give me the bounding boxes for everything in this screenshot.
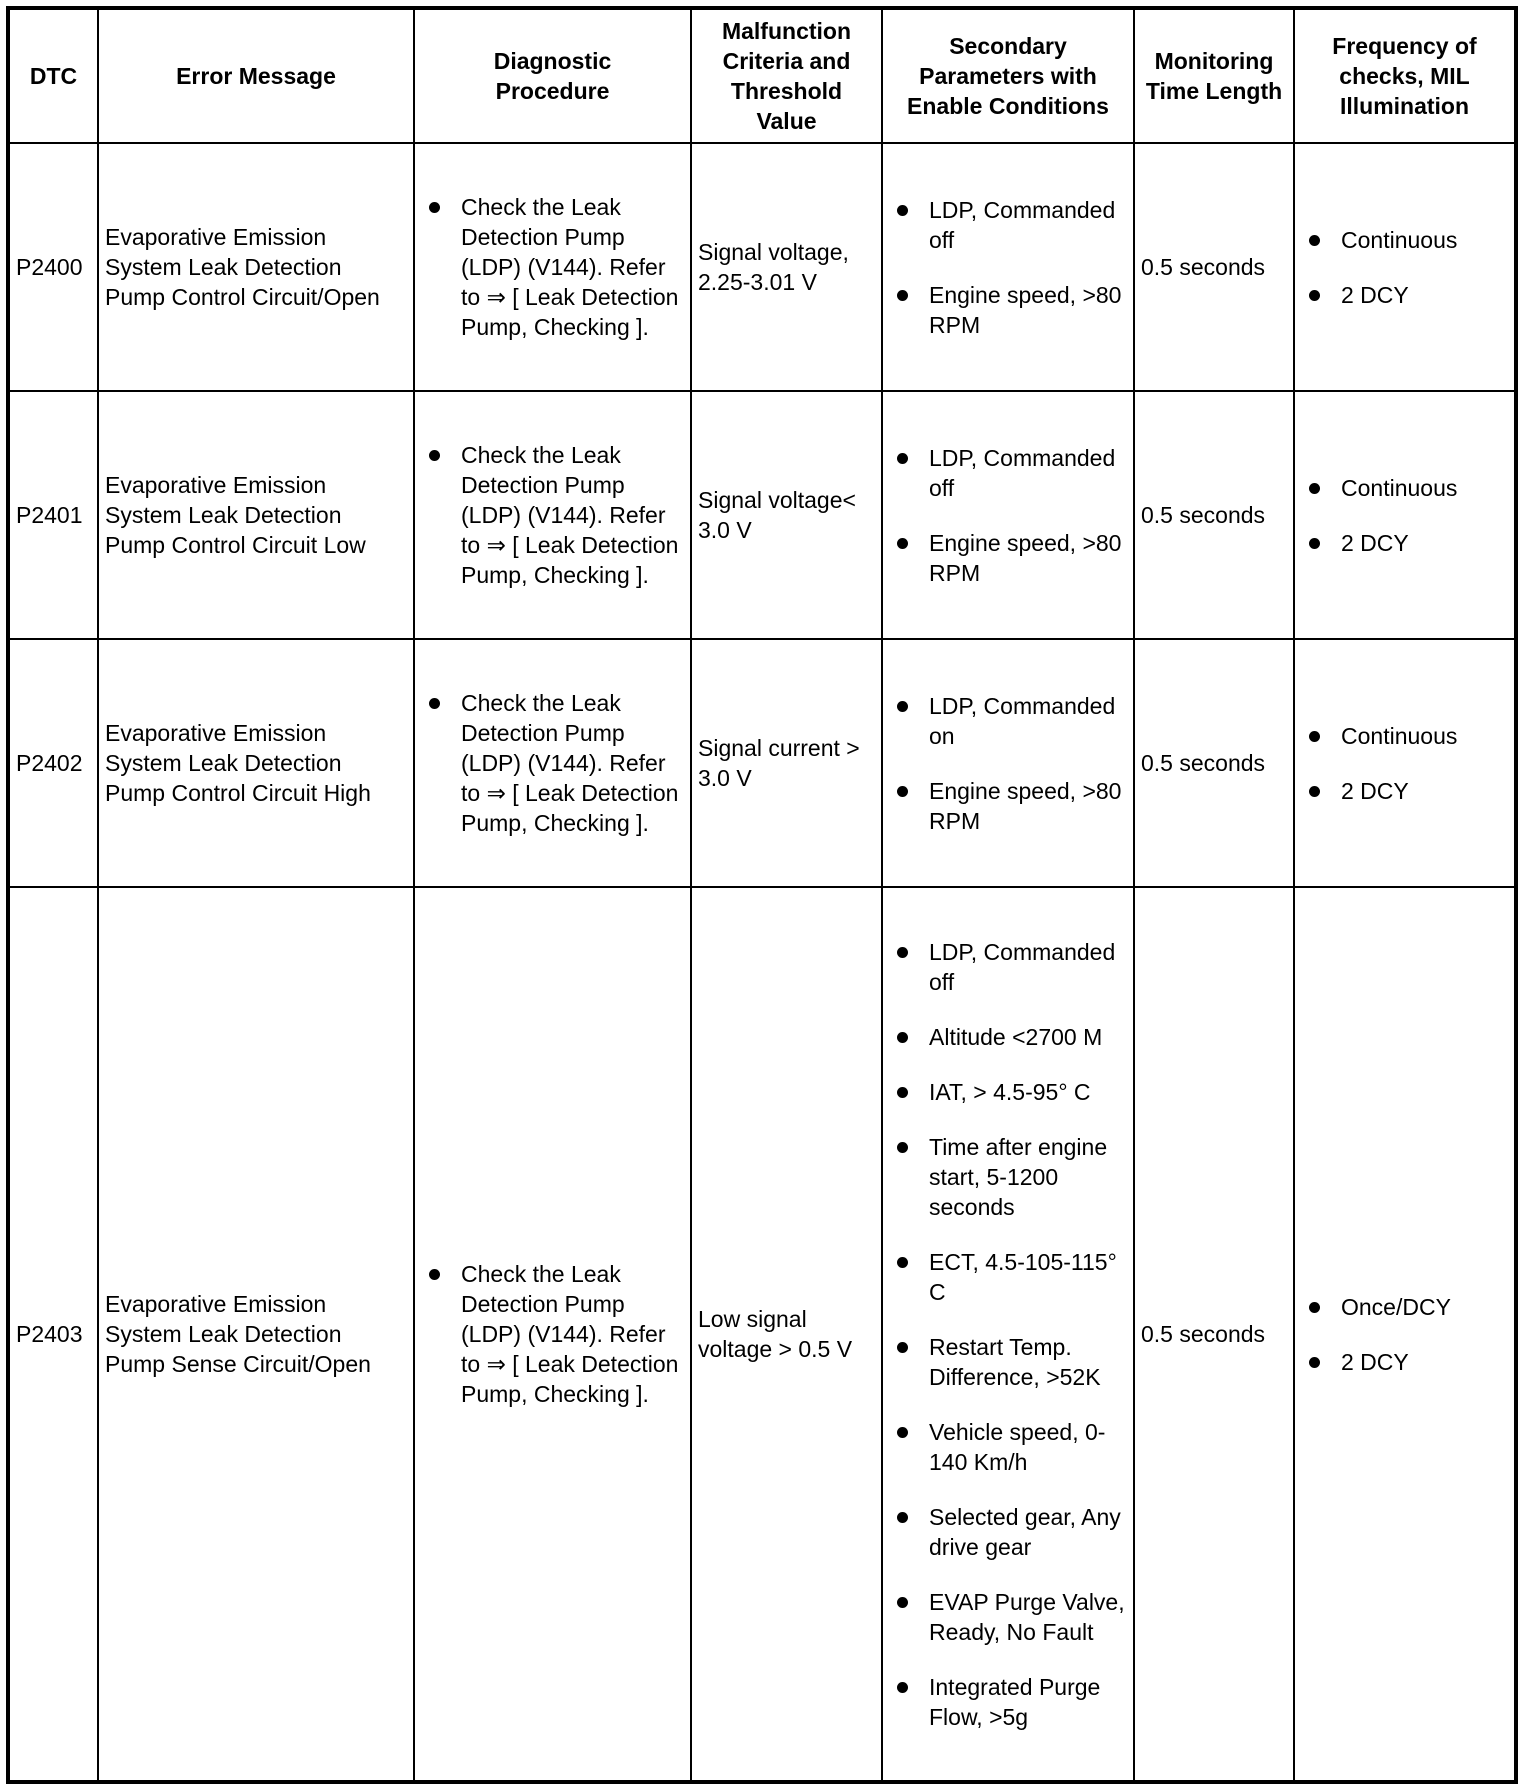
frequency-item: Continuous	[1301, 721, 1508, 751]
diagnostic-procedure	[414, 639, 691, 887]
secondary-parameters	[882, 887, 1134, 1782]
frequency	[1294, 887, 1516, 1782]
table-row	[8, 143, 1516, 391]
secondary-parameters	[882, 143, 1134, 391]
header-row	[8, 8, 1516, 143]
header-diagnostic-procedure: Diagnostic Procedure	[414, 8, 691, 143]
error-message: Evaporative Emission System Leak Detection Pump Control Circuit/Open	[98, 143, 414, 391]
header-secondary-parameters: Secondary Parameters with Enable Conditions	[882, 8, 1134, 143]
secondary-item: Engine speed, >80 RPM	[889, 280, 1127, 340]
table-row	[8, 887, 1516, 1782]
procedure-item: Check the Leak Detection Pump (LDP) (V144). Refer to ⇒ [ Leak Detection Pump, Checking ].	[421, 192, 684, 342]
malfunction-criteria: Signal voltage< 3.0 V	[691, 391, 882, 639]
frequency-item: Continuous	[1301, 225, 1508, 255]
frequency	[1294, 639, 1516, 887]
secondary-item: LDP, Commanded on	[889, 691, 1127, 751]
secondary-item: IAT, > 4.5-95° C	[889, 1077, 1127, 1107]
dtc-table	[6, 6, 1518, 1784]
diagnostic-procedure	[414, 391, 691, 639]
error-message: Evaporative Emission System Leak Detection Pump Control Circuit Low	[98, 391, 414, 639]
frequency-item: 2 DCY	[1301, 528, 1508, 558]
secondary-item: Altitude <2700 M	[889, 1022, 1127, 1052]
malfunction-criteria: Signal voltage, 2.25-3.01 V	[691, 143, 882, 391]
procedure-item: Check the Leak Detection Pump (LDP) (V144). Refer to ⇒ [ Leak Detection Pump, Checking ].	[421, 1259, 684, 1409]
frequency-item: Continuous	[1301, 473, 1508, 503]
secondary-parameters	[882, 391, 1134, 639]
procedure-item: Check the Leak Detection Pump (LDP) (V144). Refer to ⇒ [ Leak Detection Pump, Checking ].	[421, 688, 684, 838]
secondary-item: Restart Temp. Difference, >52K	[889, 1332, 1127, 1392]
frequency-item: 2 DCY	[1301, 1347, 1508, 1377]
malfunction-criteria: Low signal voltage > 0.5 V	[691, 887, 882, 1782]
monitoring-time: 0.5 seconds	[1134, 391, 1294, 639]
header-error-message: Error Message	[98, 8, 414, 143]
header-frequency: Frequency of checks, MIL Illumination	[1294, 8, 1516, 143]
frequency-item: 2 DCY	[1301, 776, 1508, 806]
table-row	[8, 639, 1516, 887]
secondary-item: ECT, 4.5-105-115° C	[889, 1247, 1127, 1307]
error-message: Evaporative Emission System Leak Detection Pump Sense Circuit/Open	[98, 887, 414, 1782]
secondary-item: Selected gear, Any drive gear	[889, 1502, 1127, 1562]
monitoring-time: 0.5 seconds	[1134, 639, 1294, 887]
secondary-item: Time after engine start, 5-1200 seconds	[889, 1132, 1127, 1222]
error-message: Evaporative Emission System Leak Detection Pump Control Circuit High	[98, 639, 414, 887]
secondary-item: Integrated Purge Flow, >5g	[889, 1672, 1127, 1732]
monitoring-time: 0.5 seconds	[1134, 887, 1294, 1782]
secondary-item: LDP, Commanded off	[889, 195, 1127, 255]
table-row	[8, 391, 1516, 639]
header-dtc: DTC	[8, 8, 98, 143]
secondary-item: LDP, Commanded off	[889, 443, 1127, 503]
header-monitoring-time: Monitoring Time Length	[1134, 8, 1294, 143]
secondary-item: Engine speed, >80 RPM	[889, 528, 1127, 588]
frequency	[1294, 143, 1516, 391]
secondary-parameters	[882, 639, 1134, 887]
frequency-item: Once/DCY	[1301, 1292, 1508, 1322]
diagnostic-procedure	[414, 143, 691, 391]
frequency	[1294, 391, 1516, 639]
dtc-code: P2400	[8, 143, 98, 391]
secondary-item: Vehicle speed, 0-140 Km/h	[889, 1417, 1127, 1477]
frequency-item: 2 DCY	[1301, 280, 1508, 310]
secondary-item: EVAP Purge Valve, Ready, No Fault	[889, 1587, 1127, 1647]
dtc-code: P2403	[8, 887, 98, 1782]
secondary-item: LDP, Commanded off	[889, 937, 1127, 997]
header-malfunction-criteria: Malfunction Criteria and Threshold Value	[691, 8, 882, 143]
procedure-item: Check the Leak Detection Pump (LDP) (V144). Refer to ⇒ [ Leak Detection Pump, Checking ].	[421, 440, 684, 590]
malfunction-criteria: Signal current > 3.0 V	[691, 639, 882, 887]
dtc-code: P2402	[8, 639, 98, 887]
secondary-item: Engine speed, >80 RPM	[889, 776, 1127, 836]
monitoring-time: 0.5 seconds	[1134, 143, 1294, 391]
diagnostic-procedure	[414, 887, 691, 1782]
dtc-code: P2401	[8, 391, 98, 639]
